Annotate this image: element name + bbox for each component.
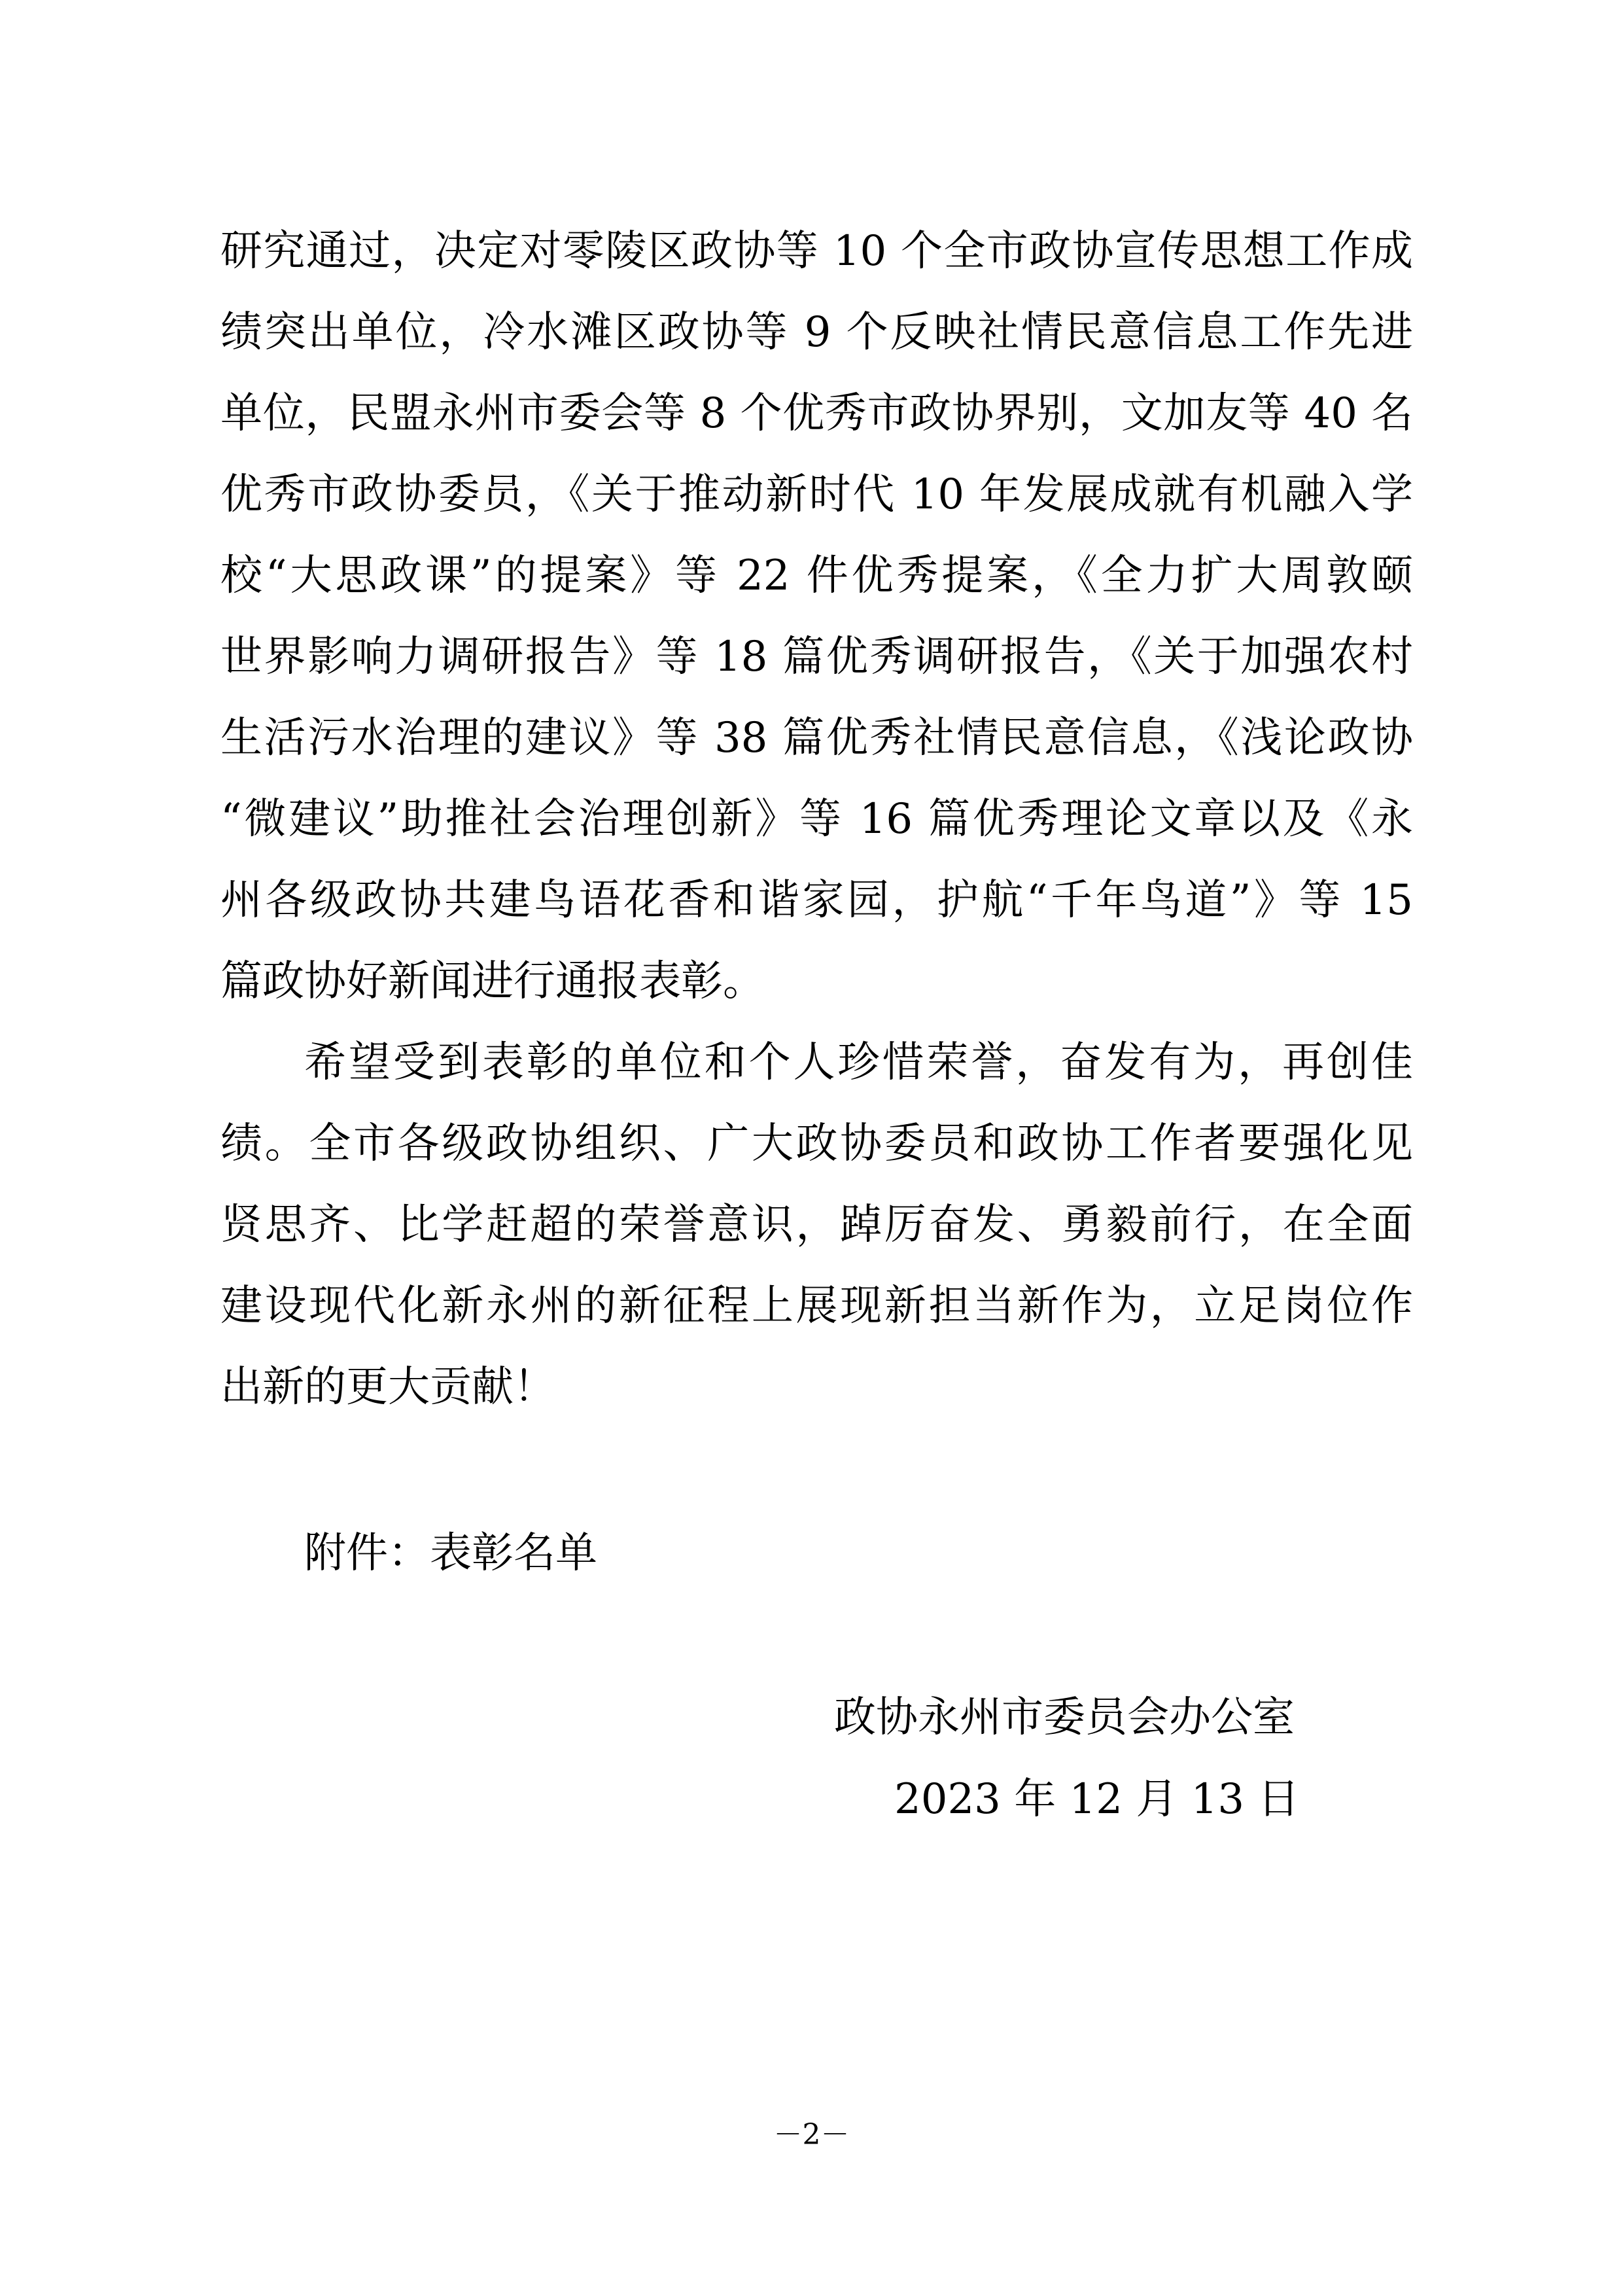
paragraph-1-line: “微建议”助推社会治理创新》等 16 篇优秀理论文章以及《永 (220, 795, 1413, 843)
paragraph-1-line: 世界影响力调研报告》等 18 篇优秀调研报告，《关于加强农村 (220, 633, 1413, 681)
paragraph-2-line: 贤思齐、比学赶超的荣誉意识，踔厉奋发、勇毅前行，在全面 (220, 1201, 1413, 1249)
paragraph-1-line: 州各级政协共建鸟语花香和谐家园，护航“千年鸟道”》等 15 (220, 876, 1413, 925)
paragraph-1-line: 生活污水治理的建议》等 38 篇优秀社情民意信息，《浅论政协 (220, 714, 1413, 762)
paragraph-2-line: 绩。全市各级政协组织、广大政协委员和政协工作者要强化见 (220, 1120, 1413, 1168)
signature-date: 2023 年 12 月 13 日 (894, 1775, 1300, 1824)
paragraph-1-line: 优秀市政协委员，《关于推动新时代 10 年发展成就有机融入学 (220, 470, 1413, 519)
paragraph-1-line: 研究通过，决定对零陵区政协等 10 个全市政协宣传思想工作成 (220, 227, 1413, 275)
page-number: －2－ (773, 2118, 850, 2151)
paragraph-2-line: 出新的更大贡献！ (220, 1363, 555, 1411)
paragraph-1-line: 绩突出单位，冷水滩区政协等 9 个反映社情民意信息工作先进 (220, 308, 1413, 357)
attachment-note: 附件：表彰名单 (304, 1529, 597, 1578)
paragraph-1-line: 篇政协好新闻进行通报表彰。 (220, 957, 765, 1006)
paragraph-1-line: 校“大思政课”的提案》等 22 件优秀提案，《全力扩大周敦颐 (220, 552, 1413, 600)
paragraph-1-line: 单位，民盟永州市委会等 8 个优秀市政协界别，文加友等 40 名 (220, 389, 1413, 438)
paragraph-2-line: 建设现代化新永州的新征程上展现新担当新作为，立足岗位作 (220, 1282, 1413, 1330)
paragraph-2-line: 希望受到表彰的单位和个人珍惜荣誉，奋发有为，再创佳 (304, 1038, 1413, 1087)
signature-organization: 政协永州市委员会办公室 (834, 1693, 1295, 1742)
body-text (220, 211, 1413, 1428)
